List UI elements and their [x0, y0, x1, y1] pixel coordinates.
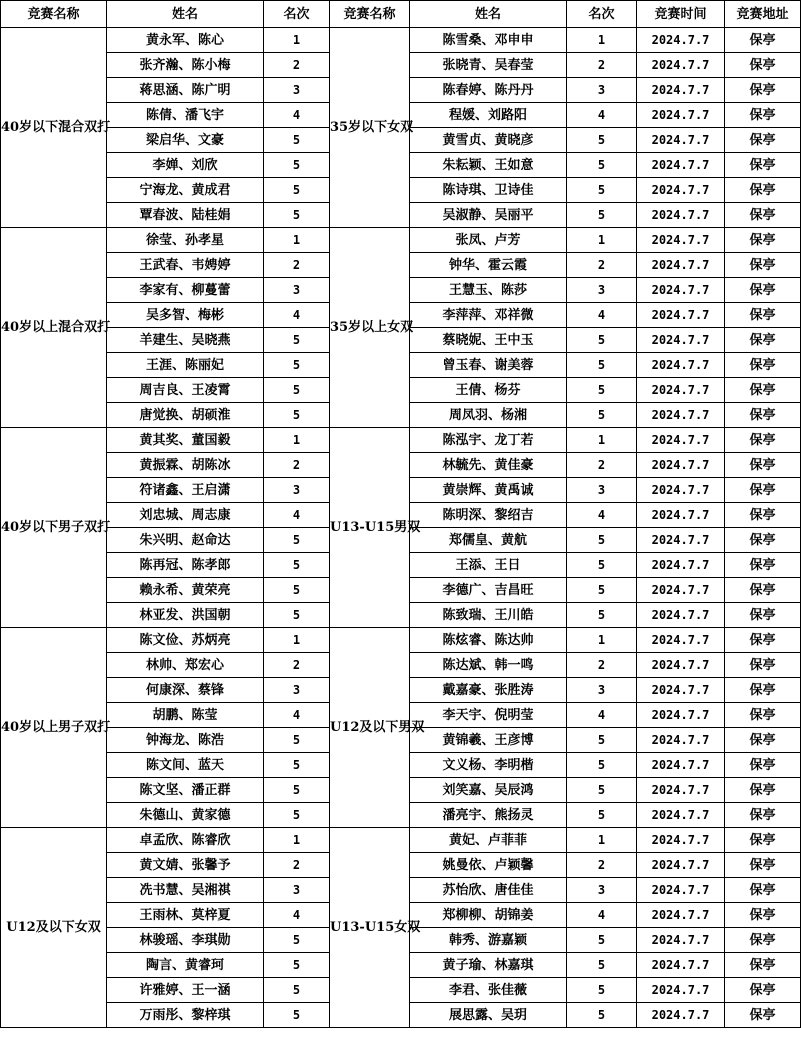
match-date: 2024.7.7 — [637, 303, 725, 328]
rank-left: 5 — [264, 528, 330, 553]
rank-right: 5 — [567, 403, 637, 428]
rank-left: 5 — [264, 553, 330, 578]
player-names-left: 张齐瀚、陈小梅 — [107, 53, 264, 78]
player-names-right: 陈泓宇、龙丁若 — [410, 428, 567, 453]
rank-right: 5 — [567, 128, 637, 153]
player-names-left: 朱德山、黄家德 — [107, 803, 264, 828]
match-date: 2024.7.7 — [637, 628, 725, 653]
match-date: 2024.7.7 — [637, 578, 725, 603]
match-venue: 保亭 — [725, 428, 801, 453]
header-name-left: 姓名 — [107, 1, 264, 28]
rank-right: 5 — [567, 953, 637, 978]
match-venue: 保亭 — [725, 403, 801, 428]
rank-left: 5 — [264, 403, 330, 428]
player-names-right: 林毓先、黄佳豪 — [410, 453, 567, 478]
player-names-right: 韩秀、游嘉颖 — [410, 928, 567, 953]
player-names-left: 朱兴明、赵命达 — [107, 528, 264, 553]
player-names-right: 戴嘉豪、张胜涛 — [410, 678, 567, 703]
rank-right: 1 — [567, 628, 637, 653]
player-names-right: 陈明深、黎绍吉 — [410, 503, 567, 528]
rank-left: 1 — [264, 428, 330, 453]
player-names-right: 吴淑静、吴丽平 — [410, 203, 567, 228]
rank-right: 5 — [567, 528, 637, 553]
player-names-left: 刘忠城、周志康 — [107, 503, 264, 528]
rank-left: 5 — [264, 753, 330, 778]
match-venue: 保亭 — [725, 353, 801, 378]
match-date: 2024.7.7 — [637, 753, 725, 778]
match-venue: 保亭 — [725, 653, 801, 678]
player-names-right: 黄锦羲、王彦博 — [410, 728, 567, 753]
match-date: 2024.7.7 — [637, 828, 725, 853]
match-venue: 保亭 — [725, 753, 801, 778]
event-name-left: U12及以下女双 — [1, 828, 107, 1028]
rank-right: 1 — [567, 828, 637, 853]
match-date: 2024.7.7 — [637, 178, 725, 203]
match-date: 2024.7.7 — [637, 978, 725, 1003]
rank-right: 3 — [567, 878, 637, 903]
event-name-left: 40岁以上男子双打 — [1, 628, 107, 828]
rank-right: 2 — [567, 653, 637, 678]
rank-left: 5 — [264, 328, 330, 353]
header-rank-right: 名次 — [567, 1, 637, 28]
player-names-right: 苏怡欣、唐佳佳 — [410, 878, 567, 903]
player-names-left: 黄其奖、董国毅 — [107, 428, 264, 453]
rank-left: 5 — [264, 178, 330, 203]
player-names-right: 张晓青、吴春莹 — [410, 53, 567, 78]
rank-left: 2 — [264, 453, 330, 478]
match-date: 2024.7.7 — [637, 128, 725, 153]
rank-left: 3 — [264, 878, 330, 903]
player-names-left: 许雅婷、王一涵 — [107, 978, 264, 1003]
match-date: 2024.7.7 — [637, 203, 725, 228]
player-names-left: 林帅、郑宏心 — [107, 653, 264, 678]
rank-right: 1 — [567, 228, 637, 253]
header-date: 竞赛时间 — [637, 1, 725, 28]
rank-right: 2 — [567, 853, 637, 878]
rank-right: 5 — [567, 328, 637, 353]
match-venue: 保亭 — [725, 603, 801, 628]
rank-right: 2 — [567, 53, 637, 78]
match-venue: 保亭 — [725, 1003, 801, 1028]
player-names-right: 陈诗琪、卫诗佳 — [410, 178, 567, 203]
rank-left: 3 — [264, 78, 330, 103]
match-venue: 保亭 — [725, 853, 801, 878]
match-venue: 保亭 — [725, 203, 801, 228]
match-venue: 保亭 — [725, 478, 801, 503]
rank-right: 3 — [567, 678, 637, 703]
rank-right: 4 — [567, 303, 637, 328]
match-date: 2024.7.7 — [637, 53, 725, 78]
match-date: 2024.7.7 — [637, 503, 725, 528]
match-venue: 保亭 — [725, 28, 801, 53]
player-names-right: 曾玉春、谢美蓉 — [410, 353, 567, 378]
event-name-left: 40岁以下混合双打 — [1, 28, 107, 228]
rank-left: 4 — [264, 303, 330, 328]
match-date: 2024.7.7 — [637, 353, 725, 378]
rank-right: 5 — [567, 728, 637, 753]
player-names-left: 王涯、陈丽妃 — [107, 353, 264, 378]
match-date: 2024.7.7 — [637, 428, 725, 453]
match-date: 2024.7.7 — [637, 903, 725, 928]
header-name-right: 姓名 — [410, 1, 567, 28]
rank-right: 4 — [567, 703, 637, 728]
player-names-left: 覃春波、陆桂娟 — [107, 203, 264, 228]
match-venue: 保亭 — [725, 903, 801, 928]
rank-right: 3 — [567, 478, 637, 503]
player-names-left: 黄振霖、胡陈冰 — [107, 453, 264, 478]
player-names-right: 陈炫睿、陈达帅 — [410, 628, 567, 653]
rank-left: 4 — [264, 903, 330, 928]
player-names-right: 潘亮宇、熊扬灵 — [410, 803, 567, 828]
rank-left: 5 — [264, 203, 330, 228]
player-names-right: 陈春婷、陈丹丹 — [410, 78, 567, 103]
match-venue: 保亭 — [725, 53, 801, 78]
player-names-left: 陈文俭、苏炳亮 — [107, 628, 264, 653]
match-date: 2024.7.7 — [637, 928, 725, 953]
rank-left: 1 — [264, 28, 330, 53]
rank-left: 5 — [264, 728, 330, 753]
player-names-left: 钟海龙、陈浩 — [107, 728, 264, 753]
match-date: 2024.7.7 — [637, 803, 725, 828]
rank-left: 4 — [264, 103, 330, 128]
player-names-right: 蔡晓妮、王中玉 — [410, 328, 567, 353]
player-names-right: 陈雪桑、邓申申 — [410, 28, 567, 53]
match-date: 2024.7.7 — [637, 403, 725, 428]
player-names-right: 李天宇、倪明莹 — [410, 703, 567, 728]
rank-left: 5 — [264, 978, 330, 1003]
player-names-right: 陈致瑞、王川皓 — [410, 603, 567, 628]
event-name-right: 35岁以下女双 — [330, 28, 410, 228]
match-date: 2024.7.7 — [637, 153, 725, 178]
player-names-left: 王雨林、莫梓夏 — [107, 903, 264, 928]
match-date: 2024.7.7 — [637, 953, 725, 978]
rank-left: 5 — [264, 778, 330, 803]
rank-left: 3 — [264, 678, 330, 703]
match-venue: 保亭 — [725, 778, 801, 803]
header-venue: 竞赛地址 — [725, 1, 801, 28]
rank-right: 1 — [567, 28, 637, 53]
match-venue: 保亭 — [725, 628, 801, 653]
rank-left: 5 — [264, 578, 330, 603]
player-names-left: 吴多智、梅彬 — [107, 303, 264, 328]
player-names-left: 冼书慧、吴湘祺 — [107, 878, 264, 903]
match-venue: 保亭 — [725, 278, 801, 303]
rank-right: 4 — [567, 503, 637, 528]
rank-right: 4 — [567, 903, 637, 928]
match-venue: 保亭 — [725, 578, 801, 603]
rank-left: 1 — [264, 628, 330, 653]
rank-left: 5 — [264, 153, 330, 178]
match-date: 2024.7.7 — [637, 28, 725, 53]
table-row — [1, 428, 801, 453]
player-names-right: 张凤、卢芳 — [410, 228, 567, 253]
match-date: 2024.7.7 — [637, 278, 725, 303]
event-name-right: U13-U15女双 — [330, 828, 410, 1028]
match-venue: 保亭 — [725, 128, 801, 153]
match-date: 2024.7.7 — [637, 778, 725, 803]
rank-left: 5 — [264, 803, 330, 828]
player-names-right: 文义杨、李明楷 — [410, 753, 567, 778]
player-names-left: 符诸鑫、王启潇 — [107, 478, 264, 503]
player-names-left: 林亚发、洪国朝 — [107, 603, 264, 628]
match-venue: 保亭 — [725, 253, 801, 278]
player-names-right: 王添、王日 — [410, 553, 567, 578]
match-date: 2024.7.7 — [637, 703, 725, 728]
rank-left: 5 — [264, 953, 330, 978]
player-names-left: 徐莹、孙孝星 — [107, 228, 264, 253]
rank-left: 5 — [264, 1003, 330, 1028]
event-name-left: 40岁以下男子双打 — [1, 428, 107, 628]
player-names-right: 黄崇辉、黄禹诚 — [410, 478, 567, 503]
rank-right: 5 — [567, 553, 637, 578]
table-row — [1, 228, 801, 253]
rank-left: 5 — [264, 128, 330, 153]
header-event-right: 竞赛名称 — [330, 1, 410, 28]
match-venue: 保亭 — [725, 803, 801, 828]
rank-right: 5 — [567, 928, 637, 953]
match-venue: 保亭 — [725, 453, 801, 478]
match-venue: 保亭 — [725, 303, 801, 328]
match-venue: 保亭 — [725, 528, 801, 553]
player-names-left: 万雨彤、黎梓琪 — [107, 1003, 264, 1028]
player-names-left: 陈倩、潘飞宇 — [107, 103, 264, 128]
match-date: 2024.7.7 — [637, 528, 725, 553]
player-names-left: 蒋思涵、陈广明 — [107, 78, 264, 103]
event-name-right: U12及以下男双 — [330, 628, 410, 828]
match-venue: 保亭 — [725, 103, 801, 128]
match-date: 2024.7.7 — [637, 853, 725, 878]
player-names-right: 黄子瑜、林嘉琪 — [410, 953, 567, 978]
match-date: 2024.7.7 — [637, 728, 725, 753]
player-names-left: 卓孟欣、陈睿欣 — [107, 828, 264, 853]
player-names-left: 梁启华、文豪 — [107, 128, 264, 153]
player-names-left: 羊建生、吴晓燕 — [107, 328, 264, 353]
player-names-right: 展思露、吴玥 — [410, 1003, 567, 1028]
event-name-right: 35岁以上女双 — [330, 228, 410, 428]
rank-right: 2 — [567, 453, 637, 478]
player-names-left: 何康深、蔡锋 — [107, 678, 264, 703]
rank-left: 5 — [264, 378, 330, 403]
player-names-left: 陈再冠、陈孝郎 — [107, 553, 264, 578]
rank-left: 2 — [264, 853, 330, 878]
rank-right: 5 — [567, 378, 637, 403]
match-date: 2024.7.7 — [637, 228, 725, 253]
match-date: 2024.7.7 — [637, 603, 725, 628]
player-names-left: 林骏瑶、李琪勋 — [107, 928, 264, 953]
rank-left: 3 — [264, 278, 330, 303]
match-venue: 保亭 — [725, 503, 801, 528]
match-date: 2024.7.7 — [637, 253, 725, 278]
player-names-right: 李德广、吉昌旺 — [410, 578, 567, 603]
rank-right: 3 — [567, 78, 637, 103]
player-names-right: 程媛、刘路阳 — [410, 103, 567, 128]
rank-left: 5 — [264, 928, 330, 953]
rank-left: 1 — [264, 228, 330, 253]
match-venue: 保亭 — [725, 553, 801, 578]
rank-left: 1 — [264, 828, 330, 853]
rank-left: 2 — [264, 53, 330, 78]
match-venue: 保亭 — [725, 978, 801, 1003]
player-names-right: 王倩、杨芬 — [410, 378, 567, 403]
player-names-right: 郑柳柳、胡锦姜 — [410, 903, 567, 928]
rank-right: 5 — [567, 778, 637, 803]
match-venue: 保亭 — [725, 328, 801, 353]
player-names-right: 姚曼依、卢颖馨 — [410, 853, 567, 878]
match-venue: 保亭 — [725, 678, 801, 703]
player-names-left: 唐觉换、胡硕淮 — [107, 403, 264, 428]
rank-right: 2 — [567, 253, 637, 278]
player-names-left: 周吉良、王凌霄 — [107, 378, 264, 403]
rank-left: 5 — [264, 353, 330, 378]
player-names-left: 王武春、韦娉婷 — [107, 253, 264, 278]
player-names-left: 李家有、柳蔓蕾 — [107, 278, 264, 303]
table-row — [1, 828, 801, 853]
player-names-left: 黄文婧、张馨予 — [107, 853, 264, 878]
player-names-left: 陈文坚、潘正群 — [107, 778, 264, 803]
player-names-right: 刘笑嘉、吴辰鸿 — [410, 778, 567, 803]
player-names-left: 胡鹏、陈莹 — [107, 703, 264, 728]
rank-right: 5 — [567, 803, 637, 828]
player-names-right: 黄妃、卢菲菲 — [410, 828, 567, 853]
header-event-left: 竞赛名称 — [1, 1, 107, 28]
player-names-right: 钟华、霍云霞 — [410, 253, 567, 278]
match-date: 2024.7.7 — [637, 378, 725, 403]
player-names-right: 郑儒皇、黄航 — [410, 528, 567, 553]
header-rank-left: 名次 — [264, 1, 330, 28]
match-venue: 保亭 — [725, 953, 801, 978]
player-names-right: 李萍萍、邓祥微 — [410, 303, 567, 328]
rank-right: 5 — [567, 753, 637, 778]
table-body — [1, 28, 801, 1028]
match-date: 2024.7.7 — [637, 78, 725, 103]
match-date: 2024.7.7 — [637, 878, 725, 903]
rank-right: 5 — [567, 203, 637, 228]
player-names-right: 陈达斌、韩一鸣 — [410, 653, 567, 678]
rank-right: 5 — [567, 578, 637, 603]
match-venue: 保亭 — [725, 178, 801, 203]
match-venue: 保亭 — [725, 378, 801, 403]
rank-left: 3 — [264, 478, 330, 503]
rank-right: 4 — [567, 103, 637, 128]
match-venue: 保亭 — [725, 703, 801, 728]
match-venue: 保亭 — [725, 228, 801, 253]
match-venue: 保亭 — [725, 78, 801, 103]
match-venue: 保亭 — [725, 878, 801, 903]
player-names-left: 陈文间、蓝天 — [107, 753, 264, 778]
match-venue: 保亭 — [725, 828, 801, 853]
event-name-right: U13-U15男双 — [330, 428, 410, 628]
match-venue: 保亭 — [725, 728, 801, 753]
player-names-right: 朱耘颖、王如意 — [410, 153, 567, 178]
player-names-right: 王慧玉、陈莎 — [410, 278, 567, 303]
match-date: 2024.7.7 — [637, 103, 725, 128]
player-names-right: 周凤羽、杨湘 — [410, 403, 567, 428]
table-row — [1, 628, 801, 653]
match-date: 2024.7.7 — [637, 478, 725, 503]
match-date: 2024.7.7 — [637, 328, 725, 353]
rank-right: 5 — [567, 178, 637, 203]
player-names-left: 黄永军、陈心 — [107, 28, 264, 53]
header-row — [1, 1, 801, 28]
match-venue: 保亭 — [725, 153, 801, 178]
rank-right: 5 — [567, 153, 637, 178]
match-date: 2024.7.7 — [637, 678, 725, 703]
rank-right: 1 — [567, 428, 637, 453]
match-date: 2024.7.7 — [637, 453, 725, 478]
rank-left: 4 — [264, 503, 330, 528]
match-date: 2024.7.7 — [637, 653, 725, 678]
table-row — [1, 28, 801, 53]
player-names-left: 陶言、黄睿珂 — [107, 953, 264, 978]
event-name-left: 40岁以上混合双打 — [1, 228, 107, 428]
rank-left: 2 — [264, 253, 330, 278]
rank-right: 5 — [567, 1003, 637, 1028]
rank-left: 4 — [264, 703, 330, 728]
player-names-left: 赖永希、黄荣亮 — [107, 578, 264, 603]
rank-right: 5 — [567, 603, 637, 628]
rank-right: 5 — [567, 353, 637, 378]
rank-right: 5 — [567, 978, 637, 1003]
match-date: 2024.7.7 — [637, 1003, 725, 1028]
rank-left: 2 — [264, 653, 330, 678]
match-date: 2024.7.7 — [637, 553, 725, 578]
player-names-left: 李婵、刘欣 — [107, 153, 264, 178]
player-names-right: 黄雪贞、黄晓彦 — [410, 128, 567, 153]
player-names-right: 李君、张佳薇 — [410, 978, 567, 1003]
player-names-left: 宁海龙、黄成君 — [107, 178, 264, 203]
rank-right: 3 — [567, 278, 637, 303]
rank-left: 5 — [264, 603, 330, 628]
match-venue: 保亭 — [725, 928, 801, 953]
